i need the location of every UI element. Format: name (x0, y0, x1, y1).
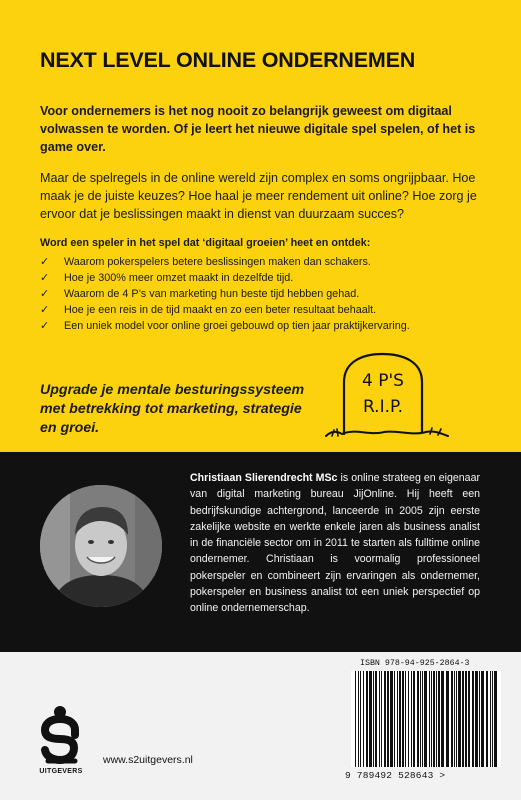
list-item-text: Hoe je een reis in de tijd maakt en zo een beter resultaat behaalt. (64, 304, 377, 316)
barcode-bar (422, 671, 423, 767)
list-title: Word een speler in het spel dat ‘digitaal groeien’ heet en ontdek: (40, 237, 371, 249)
barcode-bar (381, 671, 382, 767)
barcode-bar (451, 671, 453, 767)
barcode-bar (433, 671, 435, 767)
author-portrait-illustration (40, 485, 162, 607)
body-paragraph: Maar de spelregels in de online wereld zijn complex en soms ongrijpbaar. Hoe maak je de juiste keuzes? Hoe haal je meer rendement uit online? Hoe zorg je ervoor dat je beslissingen maakt in dienst van duurzaam succes? (40, 171, 477, 221)
tombstone-outline (344, 354, 422, 434)
barcode-number: 9 789492 528643 > (345, 770, 446, 781)
barcode-bar (390, 671, 393, 767)
barcode-bar (397, 671, 398, 767)
tombstone-drawing (318, 348, 458, 446)
tagline: Upgrade je mentale besturingssysteem met betrekking tot marketing, strategie en groei. (40, 382, 305, 436)
barcode-bar (387, 671, 389, 767)
barcode-bar (369, 671, 372, 767)
barcode-bar (360, 671, 361, 767)
checkmark-icon: ✓ (40, 304, 50, 316)
barcode-bar (456, 671, 457, 767)
barcode-bar (481, 671, 484, 767)
list-item-text: Een uniek model voor online groei gebouwd op tien jaar praktijkervaring. (64, 320, 410, 332)
barcode-image (351, 671, 501, 767)
checkmark-icon: ✓ (40, 288, 50, 300)
list-item (40, 286, 500, 302)
list-item (40, 254, 500, 270)
barcode-bar (468, 671, 470, 767)
publisher-logo-text: UITGEVERS (39, 768, 83, 775)
barcode-bar (411, 671, 412, 767)
barcode-bar (384, 671, 386, 767)
barcode-bar (438, 671, 440, 767)
barcode-bar (436, 671, 437, 767)
barcode-bar (405, 671, 406, 767)
barcode-bar (375, 671, 377, 767)
author-photo (40, 485, 162, 607)
publisher-url: www.s2uitgevers.nl (103, 754, 193, 766)
s2-publisher-logo (40, 705, 80, 765)
barcode-bar (494, 671, 497, 767)
barcode-bar (492, 671, 493, 767)
barcode-bar (458, 671, 461, 767)
cover-title: NEXT LEVEL ONLINE ONDERNEMEN (40, 48, 416, 72)
author-bio-text: is online strateeg en eigenaar van digital marketing bureau JijOnline. Hij heeft een bedrijfskundige achtergrond, lanceerde in 2005 zijn eerste zakelijke website en werkte enkele jaren als business analist in de financiële sector om in 2011 te starten als fulltime online ondernemer. Christiaan is voormalig professioneel pokerspeler en combineert zijn ervaringen als ondernemer, pokerspeler en business analist tot een uniek perspectief op online ondernemerschap. (190, 472, 480, 615)
barcode-bar (417, 671, 419, 767)
barcode-bar (454, 671, 455, 767)
barcode-bar (420, 671, 421, 767)
list-item-text: Waarom de 4 P’s van marketing hun beste tijd hebben gehad. (64, 288, 360, 300)
barcode-bar (479, 671, 480, 767)
barcode-bar (366, 671, 368, 767)
barcode-bar (358, 671, 359, 767)
barcode-bar (429, 671, 430, 767)
barcode-bar (408, 671, 409, 767)
author-name: Christiaan Slierendrecht MSc (190, 472, 338, 484)
barcode-bar (446, 671, 449, 767)
barcode-bar (462, 671, 464, 767)
barcode-bar (399, 671, 401, 767)
barcode-bar (490, 671, 491, 767)
barcode-bar (413, 671, 415, 767)
list-item (40, 302, 500, 318)
barcode-bar (379, 671, 380, 767)
isbn-label: ISBN 978-94-925-2864-3 (360, 659, 470, 668)
barcode-bar (441, 671, 444, 767)
checkmark-icon: ✓ (40, 272, 50, 284)
intro-paragraph: Voor ondernemers is het nog nooit zo belangrijk geweest om digitaal volwassen te worden. Of je leert het nieuwe digitale spel spelen, of het is game over. (40, 104, 476, 154)
checkmark-icon: ✓ (40, 320, 50, 332)
tombstone-line-1: 4 P'S (362, 371, 404, 391)
checkmark-icon: ✓ (40, 256, 50, 268)
barcode-bar (431, 671, 432, 767)
barcode-bar (472, 671, 474, 767)
author-bio (190, 470, 480, 617)
list-item-text: Hoe je 300% meer omzet maakt in dezelfde tijd. (64, 272, 294, 284)
barcode-bar (355, 671, 356, 767)
barcode-bar (475, 671, 478, 767)
list-item (40, 270, 500, 286)
tombstone-line-2: R.I.P. (362, 397, 404, 417)
barcode-bar (465, 671, 467, 767)
barcode-bar (486, 671, 488, 767)
barcode-bar (394, 671, 395, 767)
list-item-text: Waarom pokerspelers betere beslissingen maken dan schakers. (64, 256, 371, 268)
barcode-bar (373, 671, 374, 767)
barcode-bar (363, 671, 364, 767)
benefit-list (40, 254, 500, 334)
barcode-bar (424, 671, 427, 767)
barcode-bar (402, 671, 404, 767)
list-item (40, 318, 500, 334)
